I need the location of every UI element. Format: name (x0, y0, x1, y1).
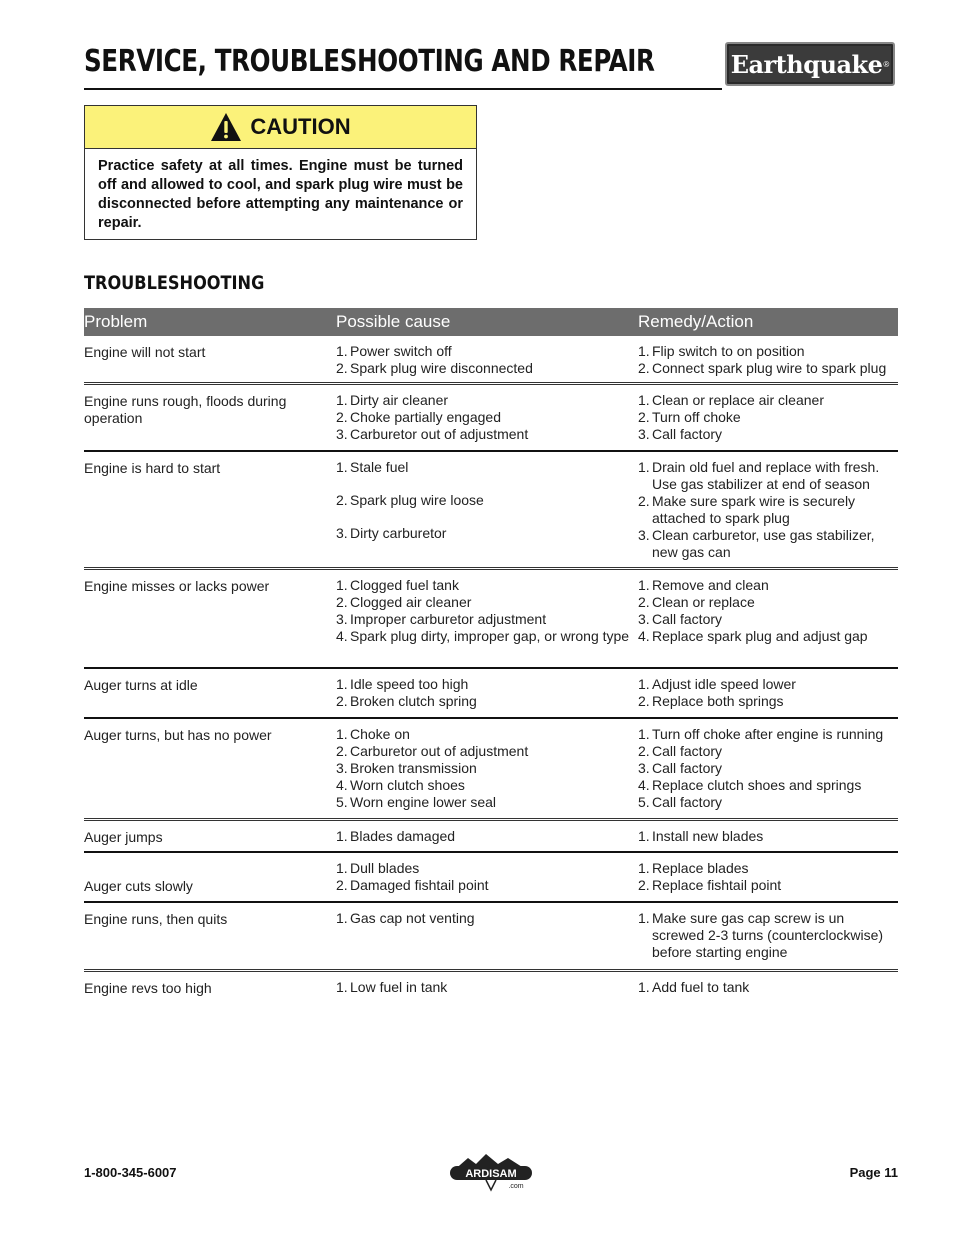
remedy-cell (638, 972, 898, 1008)
cause-item-text: Damaged fishtail point (350, 877, 489, 893)
remedy-item-number: 3. (638, 527, 650, 543)
cause-item (336, 459, 638, 476)
remedy-item-number: 2. (638, 693, 650, 709)
remedy-item-text: Call factory (652, 426, 723, 442)
problem-cell: Auger jumps (84, 829, 163, 845)
remedy-item (638, 459, 898, 493)
remedy-item (638, 409, 898, 426)
remedy-item (638, 777, 898, 794)
remedy-item (638, 794, 898, 811)
remedy-item-number: 3. (638, 611, 650, 627)
cause-item (336, 628, 638, 645)
remedy-item-text: Turn off choke after engine is running (652, 726, 884, 742)
cause-item (336, 426, 638, 443)
cause-item-number: 1. (336, 910, 348, 926)
cause-item (336, 525, 638, 542)
remedy-cell (638, 903, 898, 969)
cause-item-text: Choke on (350, 726, 410, 742)
remedy-list (638, 392, 898, 443)
remedy-cell (638, 385, 898, 450)
cause-item (336, 492, 638, 509)
cause-list (336, 828, 638, 845)
remedy-item-number: 1. (638, 979, 650, 995)
remedy-item-text: Call factory (652, 794, 723, 810)
cause-item-text: Choke partially engaged (350, 409, 501, 425)
remedy-item (638, 828, 898, 845)
caution-title: CAUTION (250, 114, 351, 139)
cause-cell (336, 972, 638, 1008)
ardisam-logo-sub: .com (508, 1183, 524, 1190)
remedy-item (638, 392, 898, 409)
remedy-item-text: Clean carburetor, use gas stabilizer, new gas can (652, 527, 875, 560)
cause-item-number: 2. (336, 409, 348, 425)
table-row (84, 669, 898, 719)
cause-item-text: Improper carburetor adjustment (350, 611, 547, 627)
cause-item (336, 760, 638, 777)
cause-item-number: 2. (336, 693, 348, 709)
cause-list (336, 860, 638, 894)
cause-item-number: 1. (336, 676, 348, 692)
cause-item-number: 1. (336, 459, 348, 475)
remedy-item-number: 4. (638, 777, 650, 793)
cause-item-text: Carburetor out of adjustment (350, 743, 529, 759)
remedy-list (638, 343, 898, 377)
problem-cell: Engine is hard to start (84, 460, 221, 476)
table-row (84, 719, 898, 821)
cause-item-text: Clogged fuel tank (350, 577, 459, 593)
remedy-item-text: Replace fishtail point (652, 877, 782, 893)
remedy-item-text: Connect spark plug wire to spark plug (652, 360, 887, 376)
page-number: Page 11 (849, 1165, 898, 1180)
cause-item-number: 2. (336, 360, 348, 376)
remedy-item-number: 1. (638, 577, 650, 593)
remedy-item (638, 594, 898, 611)
troubleshooting-table (84, 308, 898, 1008)
cause-cell (336, 336, 638, 382)
table-row (84, 903, 898, 972)
remedy-list (638, 828, 898, 845)
cause-item-number: 1. (336, 828, 348, 844)
remedy-item-number: 3. (638, 426, 650, 442)
cause-list (336, 979, 638, 996)
cause-cell (336, 669, 638, 717)
table-row (84, 385, 898, 452)
cause-item-text: Carburetor out of adjustment (350, 426, 529, 442)
cause-item (336, 611, 638, 628)
cause-list (336, 459, 638, 542)
cause-list (336, 726, 638, 811)
cause-item-text: Worn clutch shoes (350, 777, 465, 793)
table-row (84, 570, 898, 669)
remedy-list (638, 910, 898, 961)
remedy-item (638, 877, 898, 894)
remedy-item-number: 2. (638, 743, 650, 759)
cause-cell (336, 452, 638, 567)
cause-item (336, 594, 638, 611)
remedy-item-text: Remove and clean (652, 577, 769, 593)
cause-item-number: 3. (336, 426, 348, 442)
remedy-item (638, 493, 898, 527)
header-remedy: Remedy/Action (638, 312, 754, 331)
cause-cell (336, 719, 638, 818)
cause-item-text: Spark plug wire loose (350, 492, 484, 508)
remedy-item-text: Replace blades (652, 860, 749, 876)
remedy-item-number: 1. (638, 676, 650, 692)
cause-item-text: Dirty carburetor (350, 525, 447, 541)
cause-cell (336, 853, 638, 901)
table-row (84, 336, 898, 385)
remedy-list (638, 676, 898, 710)
remedy-item-text: Add fuel to tank (652, 979, 750, 995)
cause-item-text: Spark plug wire disconnected (350, 360, 533, 376)
remedy-item-text: Install new blades (652, 828, 764, 844)
remedy-list (638, 860, 898, 894)
remedy-item-text: Replace both springs (652, 693, 784, 709)
header-possible-cause: Possible cause (336, 312, 451, 331)
remedy-item (638, 628, 898, 645)
cause-item (336, 979, 638, 996)
cause-item (336, 777, 638, 794)
remedy-item-number: 1. (638, 343, 650, 359)
remedy-item-text: Call factory (652, 611, 723, 627)
remedy-cell (638, 853, 898, 901)
cause-item-number: 2. (336, 594, 348, 610)
cause-item-number: 1. (336, 726, 348, 742)
cause-list (336, 392, 638, 443)
remedy-item-text: Replace spark plug and adjust gap (652, 628, 868, 644)
table-body (84, 336, 898, 1008)
title-rule (84, 88, 722, 90)
remedy-list (638, 577, 898, 645)
cause-item (336, 910, 638, 927)
remedy-cell (638, 570, 898, 667)
cause-item-number: 1. (336, 860, 348, 876)
cause-item-number: 1. (336, 343, 348, 359)
cause-list (336, 910, 638, 927)
remedy-item-text: Call factory (652, 743, 723, 759)
cause-item (336, 743, 638, 760)
cause-item (336, 577, 638, 594)
remedy-item-number: 2. (638, 360, 650, 376)
cause-item-text: Broken transmission (350, 760, 477, 776)
cause-item (336, 726, 638, 743)
remedy-item (638, 693, 898, 710)
cause-item-number: 2. (336, 492, 348, 508)
remedy-list (638, 726, 898, 811)
remedy-cell (638, 336, 898, 382)
remedy-item-text: Call factory (652, 760, 723, 776)
caution-text: Practice safety at all times. Engine must be turned off and allowed to cool, and spark plug wire must be disconnected before attempting any maintenance or repair. (98, 158, 463, 231)
remedy-item-text: Make sure spark wire is securely attached to spark plug (652, 493, 856, 526)
remedy-list (638, 979, 898, 996)
cause-item (336, 360, 638, 377)
caution-box (84, 105, 477, 240)
remedy-item-text: Make sure gas cap screw is un screwed 2-3 turns (counterclockwise) before starting engine (652, 910, 884, 960)
cause-item (336, 877, 638, 894)
remedy-item-number: 1. (638, 726, 650, 742)
table-header (84, 308, 898, 336)
problem-cell: Engine runs rough, floods during operation (84, 393, 287, 426)
cause-item (336, 392, 638, 409)
remedy-item (638, 343, 898, 360)
cause-item-number: 1. (336, 979, 348, 995)
cause-item-text: Broken clutch spring (350, 693, 477, 709)
earthquake-logo (725, 42, 895, 86)
cause-item-text: Dirty air cleaner (350, 392, 449, 408)
cause-item-number: 3. (336, 611, 348, 627)
ardisam-logo (446, 1150, 536, 1194)
remedy-item-text: Drain old fuel and replace with fresh. Use gas stabilizer at end of season (652, 459, 880, 492)
remedy-item-number: 4. (638, 628, 650, 644)
problem-cell: Engine revs too high (84, 980, 212, 996)
cause-cell (336, 821, 638, 851)
remedy-item-number: 1. (638, 828, 650, 844)
cause-item-text: Worn engine lower seal (350, 794, 497, 810)
cause-item-text: Low fuel in tank (350, 979, 448, 995)
problem-cell: Engine will not start (84, 344, 206, 360)
cause-list (336, 676, 638, 710)
remedy-item-text: Clean or replace air cleaner (652, 392, 824, 408)
problem-cell: Auger cuts slowly (84, 878, 193, 894)
cause-item-number: 4. (336, 777, 348, 793)
remedy-item (638, 527, 898, 561)
table-row (84, 853, 898, 903)
cause-item-number: 2. (336, 877, 348, 893)
footer-phone: 1-800-345-6007 (84, 1165, 177, 1180)
remedy-item-number: 2. (638, 493, 650, 509)
section-title: TROUBLESHOOTING (84, 272, 265, 294)
cause-item-text: Stale fuel (350, 459, 409, 475)
remedy-list (638, 459, 898, 561)
cause-cell (336, 570, 638, 667)
remedy-item (638, 743, 898, 760)
cause-item-text: Dull blades (350, 860, 420, 876)
cause-item-number: 3. (336, 760, 348, 776)
remedy-item-text: Replace clutch shoes and springs (652, 777, 862, 793)
problem-cell: Engine misses or lacks power (84, 578, 270, 594)
cause-item (336, 409, 638, 426)
ardisam-logo-text: ARDISAM (465, 1168, 517, 1180)
remedy-item (638, 860, 898, 877)
table-row (84, 452, 898, 570)
remedy-item (638, 910, 898, 961)
remedy-item (638, 726, 898, 743)
page-title: SERVICE, TROUBLESHOOTING AND REPAIR (84, 44, 655, 79)
cause-item-number: 2. (336, 743, 348, 759)
cause-item-number: 1. (336, 577, 348, 593)
cause-item-text: Blades damaged (350, 828, 456, 844)
cause-item-number: 1. (336, 392, 348, 408)
cause-list (336, 343, 638, 377)
remedy-item-number: 2. (638, 409, 650, 425)
remedy-item (638, 979, 898, 996)
remedy-item (638, 676, 898, 693)
table-row (84, 821, 898, 853)
logo-text: Earthquake (730, 49, 883, 79)
remedy-item-number: 1. (638, 392, 650, 408)
remedy-item (638, 360, 898, 377)
logo-registered-mark: ® (883, 59, 890, 69)
remedy-item-text: Adjust idle speed lower (652, 676, 796, 692)
cause-item (336, 676, 638, 693)
remedy-cell (638, 821, 898, 851)
remedy-item-text: Turn off choke (652, 409, 741, 425)
warning-triangle-icon (210, 112, 242, 142)
cause-item-text: Clogged air cleaner (350, 594, 472, 610)
remedy-item-number: 2. (638, 594, 650, 610)
remedy-item-number: 1. (638, 459, 650, 475)
cause-item (336, 794, 638, 811)
remedy-cell (638, 669, 898, 717)
remedy-item-number: 2. (638, 877, 650, 893)
cause-item (336, 343, 638, 360)
cause-item-number: 5. (336, 794, 348, 810)
remedy-item (638, 426, 898, 443)
cause-item (336, 693, 638, 710)
remedy-item (638, 577, 898, 594)
cause-cell (336, 385, 638, 450)
remedy-item-number: 5. (638, 794, 650, 810)
cause-item-text: Gas cap not venting (350, 910, 475, 926)
caution-header (85, 106, 476, 149)
remedy-item (638, 611, 898, 628)
remedy-item-number: 1. (638, 860, 650, 876)
remedy-item-text: Flip switch to on position (652, 343, 805, 359)
problem-cell: Engine runs, then quits (84, 911, 228, 927)
cause-item-text: Spark plug dirty, improper gap, or wrong type (350, 628, 630, 644)
problem-cell: Auger turns, but has no power (84, 727, 272, 743)
problem-cell: Auger turns at idle (84, 677, 198, 693)
remedy-item-number: 1. (638, 910, 650, 926)
table-row (84, 972, 898, 1008)
remedy-item (638, 760, 898, 777)
cause-item-text: Power switch off (350, 343, 452, 359)
cause-item-text: Idle speed too high (350, 676, 469, 692)
header-problem: Problem (84, 312, 148, 331)
cause-item (336, 860, 638, 877)
remedy-item-number: 3. (638, 760, 650, 776)
cause-list (336, 577, 638, 645)
cause-item-number: 4. (336, 628, 348, 644)
remedy-item-text: Clean or replace (652, 594, 755, 610)
cause-item-number: 3. (336, 525, 348, 541)
remedy-cell (638, 719, 898, 818)
cause-item (336, 828, 638, 845)
remedy-cell (638, 452, 898, 567)
cause-cell (336, 903, 638, 969)
